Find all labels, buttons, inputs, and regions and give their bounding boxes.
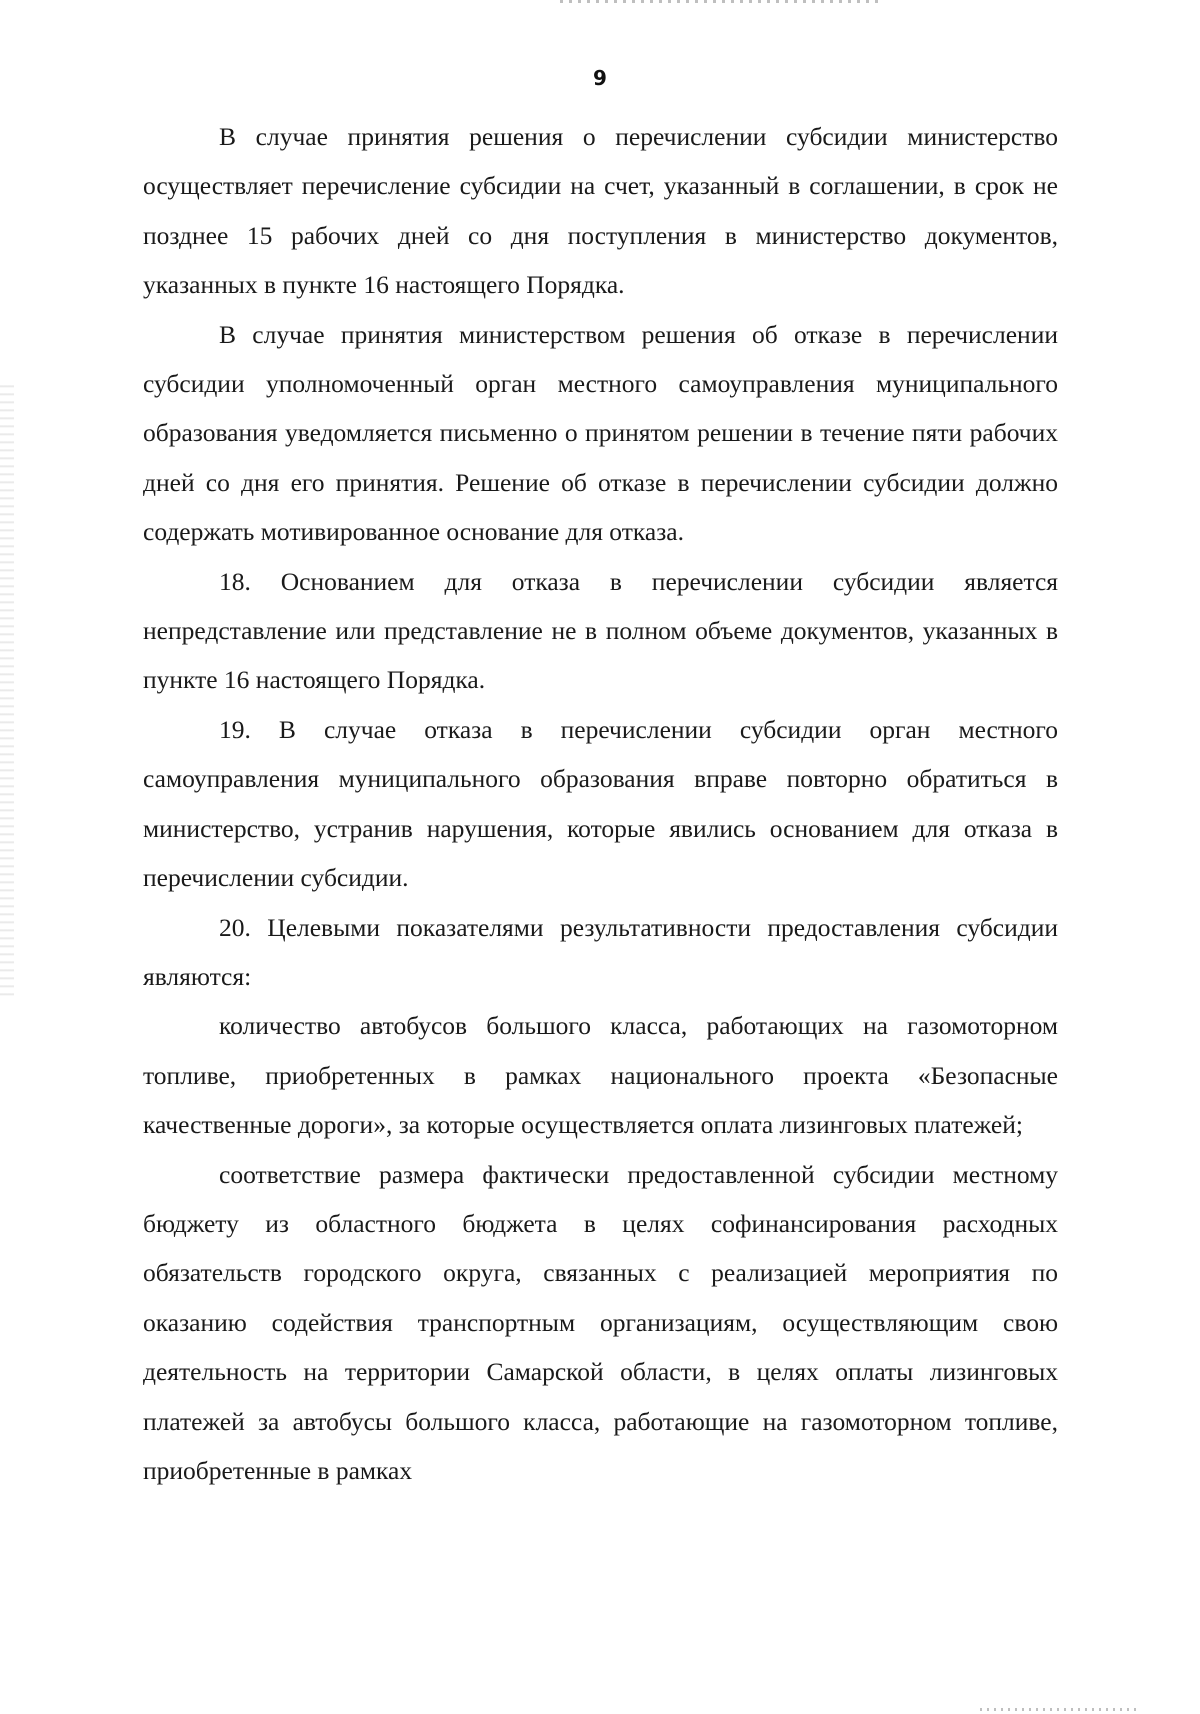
scan-artifact-bottom — [980, 1708, 1140, 1711]
paragraph-item-19: 19. В случае отказа в перечислении субсидии орган местного самоуправления муниципального образования вправе повторно обратиться в министерство, устранив нарушения, которые явились основанием для отказа в перечислении субсидии. — [143, 714, 1058, 893]
scan-artifact-left — [0, 380, 14, 1000]
paragraph-subsidy-transfer: В случае принятия решения о перечислении субсидии министерство осуществляет перечисление субсидии на счет, указанный в соглашении, в срок не позднее 15 рабочих дней со дня поступления в министерство документов, указанных в пункте 16 настоящего Порядка. — [143, 122, 1058, 300]
document-body — [143, 112, 1058, 1495]
paragraph-refusal-notice: В случае принятия министерством решения об отказе в перечислении субсидии уполномоченный орган местного самоуправления муниципального образования уведомляется письменно о принятом решении в течение пяти рабочих дней со дня его принятия. Решение об отказе в перечислении субсидии должно содержать мотивированное основание для отказа. — [143, 319, 1058, 547]
paragraph-indicator-buses: количество автобусов большого класса, работающих на газомоторном топливе, приобретенных в рамках национального проекта «Безопасные качественные дороги», за которые осуществляется оплата лизинговых платежей; — [143, 1011, 1058, 1140]
paragraph-item-20: 20. Целевыми показателями результативности предоставления субсидии являются: — [143, 912, 1058, 991]
paragraph-indicator-subsidy-size: соответствие размера фактически предоставленной субсидии местному бюджету из областного бюджета в целях софинансирования расходных обязательств городского округа, связанных с реализацией мероприятия по оказанию содействия транспортным организациям, осуществляющим свою деятельность на территории Самарской области, в целях оплаты лизинговых платежей за автобусы большого класса, работающие на газомоторном топливе, приобретенные в рамках — [143, 1159, 1058, 1485]
scan-artifact-top — [560, 0, 880, 3]
paragraph-item-18: 18. Основанием для отказа в перечислении субсидии является непредставление или представление не в полном объеме документов, указанных в пункте 16 настоящего Порядка. — [143, 566, 1058, 695]
page-number: 9 — [593, 66, 607, 90]
